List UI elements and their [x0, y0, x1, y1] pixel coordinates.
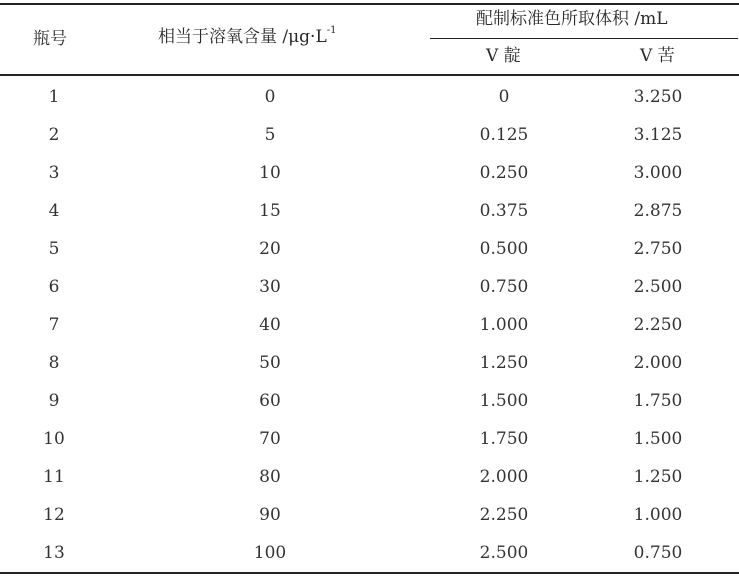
table-row [0, 192, 739, 230]
cell-v-picric: 3.250 [633, 87, 683, 107]
table-row [0, 78, 739, 116]
cell-v-picric: 2.500 [633, 277, 683, 297]
cell-do-content: 60 [259, 391, 281, 411]
header-v-picric: V 苦 [640, 46, 675, 66]
cell-v-indigo: 0.375 [479, 201, 529, 221]
cell-v-indigo: 0.125 [479, 125, 529, 145]
cell-v-indigo: 1.000 [479, 315, 529, 335]
cell-bottle-no: 4 [48, 201, 60, 221]
cell-do-content: 40 [259, 315, 281, 335]
table-row [0, 268, 739, 306]
cell-bottle-no: 10 [43, 429, 65, 449]
table-row [0, 420, 739, 458]
cell-bottle-no: 3 [48, 163, 60, 183]
cell-bottle-no: 1 [48, 87, 60, 107]
cell-v-picric: 3.125 [633, 125, 683, 145]
cell-do-content: 70 [259, 429, 281, 449]
cell-v-indigo: 0 [498, 87, 510, 107]
table-row [0, 534, 739, 572]
cell-do-content: 100 [253, 543, 287, 563]
cell-v-picric: 1.750 [633, 391, 683, 411]
cell-do-content: 0 [264, 87, 276, 107]
table-row [0, 116, 739, 154]
cell-do-content: 50 [259, 353, 281, 373]
cell-v-indigo: 2.500 [479, 543, 529, 563]
cell-bottle-no: 6 [48, 277, 60, 297]
cell-v-indigo: 0.250 [479, 163, 529, 183]
cell-bottle-no: 11 [43, 467, 65, 487]
cell-v-indigo: 0.750 [479, 277, 529, 297]
cell-v-indigo: 1.500 [479, 391, 529, 411]
cell-do-content: 80 [259, 467, 281, 487]
cell-bottle-no: 13 [43, 543, 65, 563]
cell-bottle-no: 5 [48, 239, 60, 259]
cell-bottle-no: 12 [43, 505, 65, 525]
cell-v-indigo: 2.250 [479, 505, 529, 525]
table-row [0, 154, 739, 192]
cell-v-picric: 2.875 [633, 201, 683, 221]
cell-v-indigo: 1.250 [479, 353, 529, 373]
header-volume-group: 配制标准色所取体积 /mL [476, 9, 668, 29]
cell-do-content: 15 [259, 201, 281, 221]
table-row [0, 344, 739, 382]
cell-v-picric: 2.250 [633, 315, 683, 335]
table-row [0, 496, 739, 534]
cell-bottle-no: 2 [48, 125, 60, 145]
cell-do-content: 30 [259, 277, 281, 297]
header-v-indigo: V 靛 [486, 46, 521, 66]
volume-group-rule [430, 38, 738, 39]
cell-v-indigo: 0.500 [479, 239, 529, 259]
cell-v-indigo: 2.000 [479, 467, 529, 487]
cell-v-picric: 2.000 [633, 353, 683, 373]
table-row [0, 230, 739, 268]
table-row [0, 382, 739, 420]
cell-do-content: 5 [264, 125, 276, 145]
header-do-content-label: 相当于溶氧含量 /μg·L [158, 27, 327, 47]
cell-v-picric: 1.000 [633, 505, 683, 525]
cell-bottle-no: 8 [48, 353, 60, 373]
cell-bottle-no: 7 [48, 315, 60, 335]
cell-do-content: 90 [259, 505, 281, 525]
table-bottom-rule [0, 572, 739, 574]
header-bottle-no: 瓶号 [33, 29, 67, 49]
cell-bottle-no: 9 [48, 391, 60, 411]
cell-v-picric: 1.500 [633, 429, 683, 449]
header-do-content-exponent: -1 [326, 25, 337, 36]
cell-v-picric: 2.750 [633, 239, 683, 259]
header-do-content [158, 25, 337, 47]
cell-do-content: 10 [259, 163, 281, 183]
cell-do-content: 20 [259, 239, 281, 259]
table-row [0, 458, 739, 496]
table-row [0, 306, 739, 344]
cell-v-picric: 0.750 [633, 543, 683, 563]
cell-v-picric: 1.250 [633, 467, 683, 487]
cell-v-indigo: 1.750 [479, 429, 529, 449]
cell-v-picric: 3.000 [633, 163, 683, 183]
header-bottom-rule [0, 74, 739, 76]
table-top-rule [0, 3, 739, 5]
